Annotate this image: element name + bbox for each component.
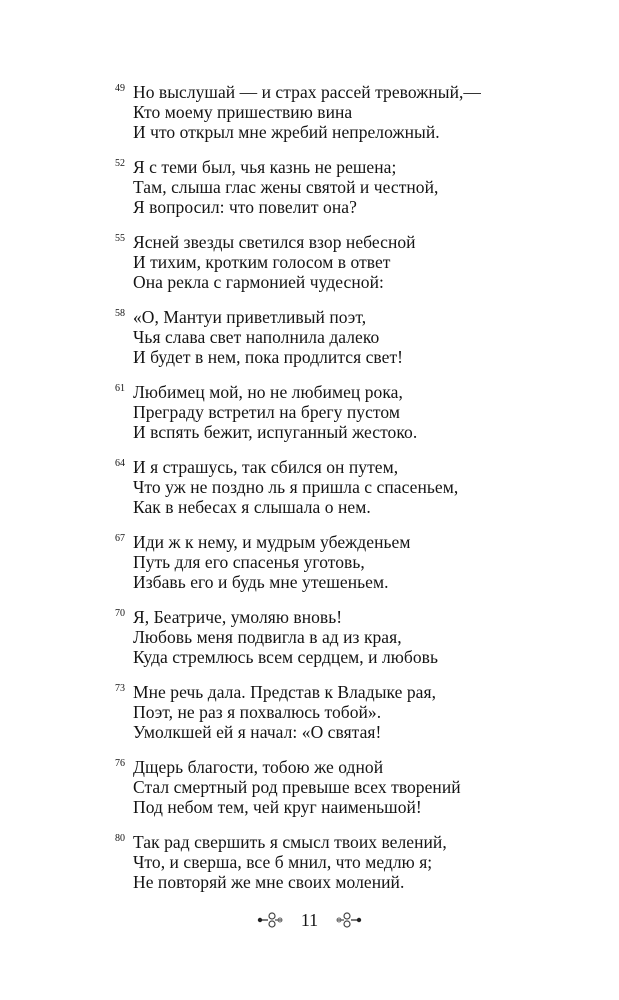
verse-line: Иди ж к нему, и мудрым убежденьем xyxy=(133,532,411,552)
stanza-70 xyxy=(115,607,555,668)
verse-number: 76 xyxy=(115,758,125,769)
verse-line: Умолкшей ей я начал: «О святая! xyxy=(133,722,382,743)
verse-line: И вспять бежит, испуганный жестоко. xyxy=(133,422,418,443)
fleuron-left-icon xyxy=(256,911,286,929)
verse-line: Под небом тем, чей круг наименьшой! xyxy=(133,797,422,818)
verse-line: Дщерь благости, тобою же одной xyxy=(133,757,384,777)
stanza-67 xyxy=(115,532,555,593)
verse-number: 73 xyxy=(115,683,125,694)
verse-line: Что, и сверша, все б мнил, что медлю я; xyxy=(133,852,433,873)
verse-line: «О, Мантуи приветливый поэт, xyxy=(133,307,367,327)
fleuron-right-icon xyxy=(333,911,363,929)
verse-number: 55 xyxy=(115,233,125,244)
verse-number: 80 xyxy=(115,833,125,844)
verse-line: Она рекла с гармонией чудесной: xyxy=(133,272,384,293)
verse-line: Я с теми был, чья казнь не решена; xyxy=(133,157,397,177)
page-number: 11 xyxy=(300,909,319,930)
verse-line: Стал смертный род превыше всех творений xyxy=(133,777,461,798)
verse-line: Избавь его и будь мне утешеньем. xyxy=(133,572,389,593)
verse-number: 58 xyxy=(115,308,125,319)
verse-line: И я страшусь, так сбился он путем, xyxy=(133,457,399,477)
verse-line: Ясней звезды светился взор небесной xyxy=(133,232,416,252)
stanza-76 xyxy=(115,757,555,818)
verse-line: Не повторяй же мне своих молений. xyxy=(133,872,405,893)
stanza-58 xyxy=(115,307,555,368)
verse-line: Любовь меня подвигла в ад из края, xyxy=(133,627,402,648)
stanza-52 xyxy=(115,157,555,218)
verse-line: Любимец мой, но не любимец рока, xyxy=(133,382,403,402)
verse-line: Что уж не поздно ль я пришла с спасеньем, xyxy=(133,477,459,498)
stanza-64 xyxy=(115,457,555,518)
verse-number: 70 xyxy=(115,608,125,619)
verse-number: 61 xyxy=(115,383,125,394)
verse-line: И будет в нем, пока продлится свет! xyxy=(133,347,404,368)
verse-line: Как в небесах я слышала о нем. xyxy=(133,497,371,518)
verse-line: Кто моему пришествию вина xyxy=(133,102,353,123)
verse-line: И что открыл мне жребий непреложный. xyxy=(133,122,440,143)
page-footer xyxy=(0,905,619,933)
verse-line: И тихим, кротким голосом в ответ xyxy=(133,252,391,273)
verse-line: Я, Беатриче, умоляю вновь! xyxy=(133,607,343,627)
stanza-73 xyxy=(115,682,555,743)
verse-line: Мне речь дала. Представ к Владыке рая, xyxy=(133,682,437,702)
verse-number: 67 xyxy=(115,533,125,544)
verse-line: Там, слыша глас жены святой и честной, xyxy=(133,177,439,198)
verse-line: Поэт, не раз я похвалюсь тобой». xyxy=(133,702,382,723)
verse-number: 52 xyxy=(115,158,125,169)
stanza-61 xyxy=(115,382,555,443)
verse-line: Так рад свершить я смысл твоих велений, xyxy=(133,832,447,852)
verse-line: Я вопросил: что повелит она? xyxy=(133,197,357,218)
verse-line: Путь для его спасенья уготовь, xyxy=(133,552,365,573)
stanza-49 xyxy=(115,82,555,143)
verse-line: Но выслушай — и страх рассей тревожный,— xyxy=(133,82,481,102)
verse-line: Куда стремлюсь всем сердцем, и любовь xyxy=(133,647,438,668)
stanza-55 xyxy=(115,232,555,293)
verse-line: Чья слава свет наполнила далеко xyxy=(133,327,380,348)
stanza-80 xyxy=(115,832,555,893)
verse-line: Преграду встретил на брегу пустом xyxy=(133,402,400,423)
verse-number: 49 xyxy=(115,83,125,94)
verse-number: 64 xyxy=(115,458,125,469)
